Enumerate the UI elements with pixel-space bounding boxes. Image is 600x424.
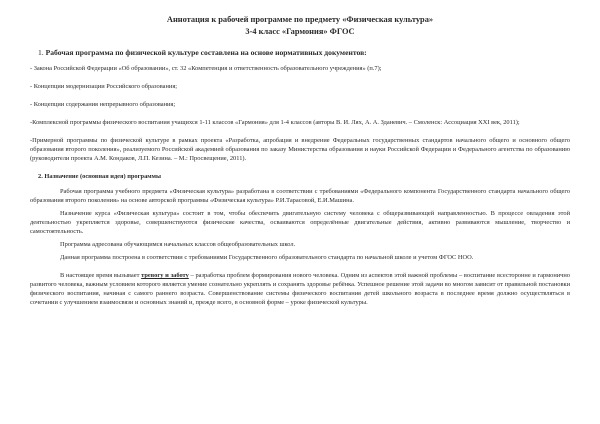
paragraph: Программа адресована обучающимся начальных классов общеобразовательных школ. [60, 241, 296, 248]
section-1-heading [38, 48, 570, 57]
section-1-text: Рабочая программа по физической культуре составлена на основе нормативных документов: [45, 48, 367, 57]
list-item: -Примерной программы по физической культуре в рамках проекта «Разработка, апробация и внедрение Федеральных государственных стандартов начального общего и основного общего образования второго поколения», реализуемого Российской академией образования по заказу Министерства образования и науки Российской Федерации и Федерального агентства по образованию (руководители проекта А.М. Кондаков, Л.П. Кезина. – М.: Просвещение, 2011). [30, 137, 570, 162]
list-item: - Закона Российской Федерации «Об образовании», ст. 32 «Компетенция и ответственность образовательного учреждения» (п.7); [30, 65, 382, 72]
document-title: Аннотация к рабочей программе по предмету «Физическая культура» [166, 15, 434, 24]
list-item: - Концепции содержания непрерывного образования; [30, 101, 176, 108]
paragraph [30, 271, 570, 307]
section-2-number: 2. [38, 173, 43, 180]
list-item: -Комплексной программы физического воспитания учащихся 1-11 классов «Гармония» для 1-4 классов (авторы В. И. Лях, А. А. Зданевич. – Смоленск: Ассоциация XXI век, 2011); [30, 119, 520, 126]
section-2-title: Назначение (основная идея) программы [44, 173, 161, 180]
section-1-number: 1. [38, 48, 44, 57]
list-item: - Концепции модернизации Российского образования; [30, 83, 178, 90]
paragraph-lead: В настоящее время вызывает [60, 272, 140, 279]
paragraph: Рабочая программа учебного предмета «Физическая культура» разработана в соответствии с требованиями «Федерального компонента Государственного стандарта начального общего образования второго поколения» на основе авторской программы «Физическая культура» Р.И.Тарасовой, Е.И.Машина. [30, 188, 570, 204]
paragraph: Данная программа построена в соответствии с требованиями Государственного образовательного стандарта по начальной школе и учетом ФГОС НОО. [60, 254, 474, 261]
paragraph-rest: – разработка проблем формирования нового человека. Одним из аспектов этой важной проблемы – воспитание всесторонне и гармонично развитого человека, важным условием которого является умение сознательно укреплять и сохранять здоровье ребёнка. Успешное решение этой задачи во многом зависит от правильной постановки физического воспитания, начиная с самого раннего возраста. Совершенствование системы физического воспитания детей школьного возраста в последнее время должно осуществляться в сочетании с улучшением взаимосвязи и основных знаний и, прежде всего, в основной форме – уроке физической культуры. [30, 272, 571, 306]
paragraph-emphasis: тревогу и заботу [141, 272, 189, 279]
section-2-heading [38, 172, 570, 181]
document-subtitle: 3-4 класс «Гармония» ФГОС [245, 27, 355, 36]
paragraph: Назначение курса «Физическая культура» состоит в том, чтобы обеспечить двигательную систему человека с общеразвивающей направленностью. В процессе овладения этой деятельностью укрепляется здоровье, совершенствуются физические качества, осваиваются определённые двигательные действия, активно развиваются мышление, творчество и самостоятельность. [30, 210, 570, 235]
